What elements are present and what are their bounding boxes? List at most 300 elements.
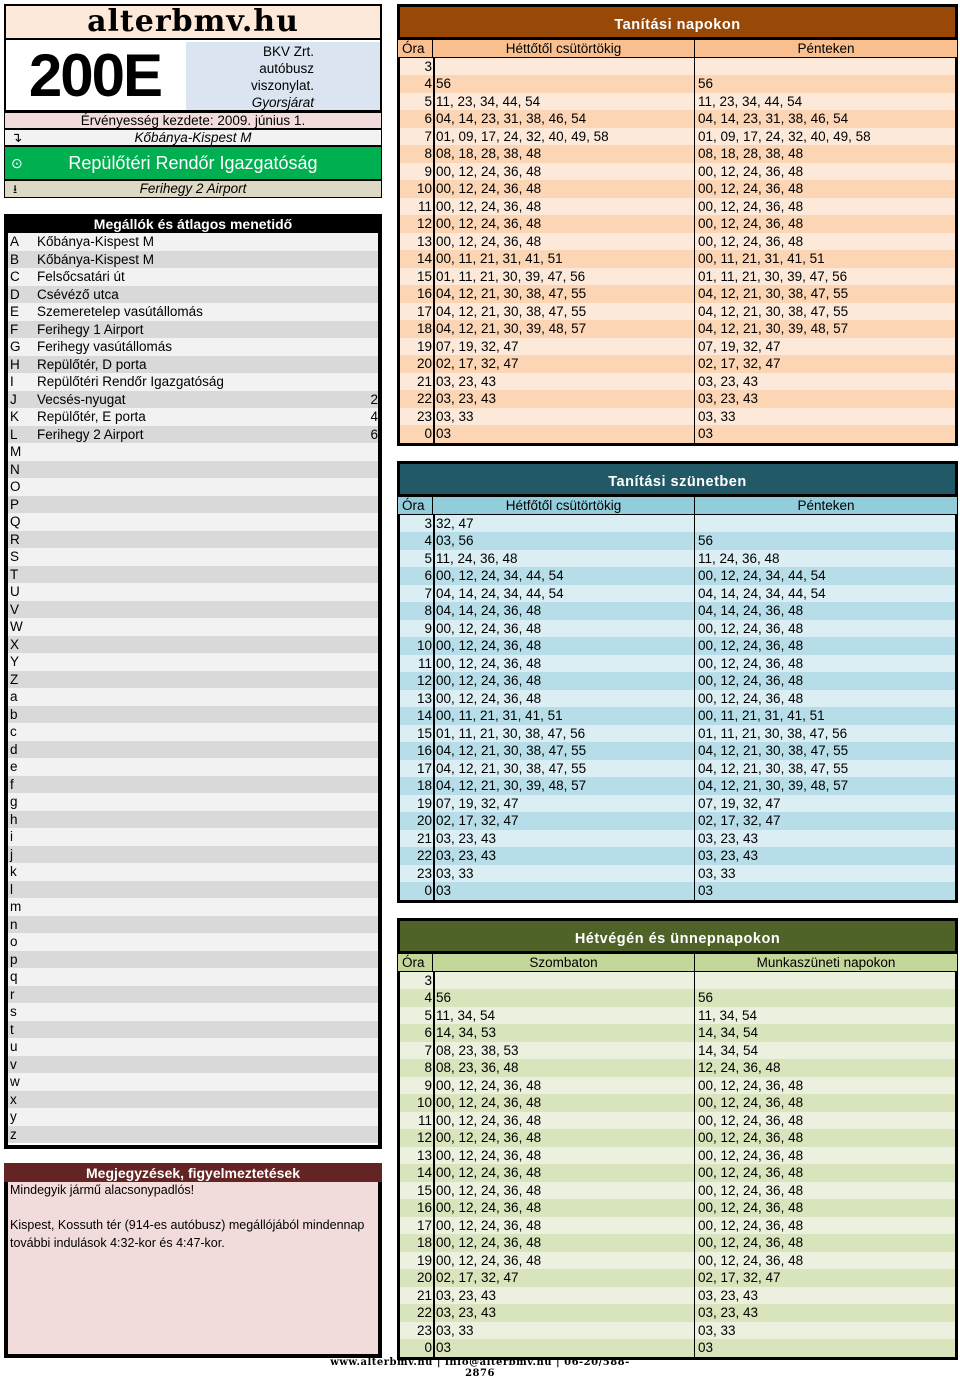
hour-cell: 7 xyxy=(424,128,432,144)
stop-code: S xyxy=(10,549,20,564)
stop-time xyxy=(348,1038,378,1056)
note-line: Mindegyik jármű alacsonypadlós! xyxy=(10,1183,195,1197)
column-header-row xyxy=(397,40,958,58)
stops-title: Megállók és átlagos menetidő xyxy=(4,214,382,233)
stop-row xyxy=(8,478,378,496)
stop-row xyxy=(8,916,378,934)
minutes-col2: 00, 12, 24, 36, 48 xyxy=(698,690,804,706)
stop-name xyxy=(37,1073,357,1091)
stop-name xyxy=(37,881,357,899)
minutes-col1: 03, 33 xyxy=(436,408,474,424)
minutes-col1: 08, 23, 36, 48 xyxy=(436,1060,519,1075)
hour-cell: 3 xyxy=(424,58,432,74)
school-days-title xyxy=(397,4,958,40)
target-icon: ⊙ xyxy=(11,155,23,171)
hour-row xyxy=(400,1182,955,1200)
stop-code: f xyxy=(10,776,14,792)
hour-cell: 12 xyxy=(416,216,432,231)
stop-row xyxy=(8,321,378,339)
minutes-col1: 00, 12, 24, 36, 48 xyxy=(436,1147,542,1163)
stop-row xyxy=(8,863,378,881)
minutes-col2: 03, 23, 43 xyxy=(698,373,759,389)
stop-row xyxy=(8,513,378,531)
stop-row xyxy=(8,653,378,671)
stop-code: B xyxy=(10,251,20,267)
minutes-col2: 00, 12, 24, 36, 48 xyxy=(698,673,804,688)
hour-cell: 21 xyxy=(416,830,432,846)
stop-name xyxy=(37,1126,357,1144)
stop-time xyxy=(348,636,378,654)
stop-code: u xyxy=(10,1039,18,1054)
stop-name xyxy=(37,478,357,496)
stop-code: v xyxy=(10,1056,17,1072)
stop-code: e xyxy=(10,759,18,774)
stop-code: j xyxy=(10,846,13,862)
hour-row xyxy=(400,585,955,603)
minutes-col1: 00, 11, 21, 31, 41, 51 xyxy=(436,708,563,723)
stop-name xyxy=(37,933,357,951)
col2-header: Pénteken xyxy=(694,40,957,58)
stop-time xyxy=(348,811,378,829)
stop-name xyxy=(37,723,357,741)
minutes-col2: 03, 23, 43 xyxy=(698,391,759,406)
hour-row xyxy=(400,268,955,286)
minutes-col1: 11, 23, 34, 44, 54 xyxy=(436,93,541,109)
minutes-col2: 03 xyxy=(698,1340,714,1355)
hour-cell: 11 xyxy=(417,1112,432,1128)
hour-cell: 14 xyxy=(416,251,432,266)
stop-name: Felsőcsatári út xyxy=(37,269,125,284)
hour-row xyxy=(400,865,955,883)
stop-name xyxy=(37,531,357,549)
minutes-col1: 08, 23, 38, 53 xyxy=(436,1042,519,1058)
stop-code: Z xyxy=(10,671,19,687)
hour-row xyxy=(400,812,955,830)
stop-code: y xyxy=(10,1109,17,1124)
stop-time xyxy=(348,968,378,986)
stop-name xyxy=(37,846,357,864)
hour-cell: 16 xyxy=(416,286,432,301)
stop-row xyxy=(8,1108,378,1126)
minutes-col2: 03 xyxy=(698,883,714,898)
hour-row xyxy=(400,1304,955,1322)
hour-cell: 20 xyxy=(416,1270,432,1285)
hour-cell: 5 xyxy=(424,550,432,566)
minutes-col1: 03, 33 xyxy=(436,1322,474,1338)
stop-row xyxy=(8,251,378,269)
hour-row xyxy=(400,1112,955,1130)
hour-row xyxy=(400,989,955,1007)
hour-cell: 20 xyxy=(416,356,432,371)
footer-contact: www.alterbmv.hu | info@alterbmv.hu | 06-20/588-2876 xyxy=(330,1357,630,1379)
minutes-col1: 03, 23, 43 xyxy=(436,391,497,406)
hour-cell: 21 xyxy=(416,1287,432,1303)
hour-row xyxy=(400,1217,955,1235)
hour-row xyxy=(400,1339,955,1357)
stop-name xyxy=(37,898,357,916)
stop-name xyxy=(37,636,357,654)
minutes-col2: 04, 14, 23, 31, 38, 46, 54 xyxy=(698,111,849,126)
stop-row xyxy=(8,601,378,619)
stop-code: q xyxy=(10,969,18,984)
stop-time xyxy=(348,741,378,759)
stop-name xyxy=(37,1091,357,1109)
minutes-col2: 03, 23, 43 xyxy=(698,1305,759,1320)
hour-row xyxy=(400,1007,955,1025)
stop-time xyxy=(348,251,378,269)
stop-row xyxy=(8,461,378,479)
hour-cell: 8 xyxy=(424,146,432,161)
hour-cell: 3 xyxy=(424,515,432,531)
stop-time xyxy=(348,478,378,496)
minutes-col2: 00, 12, 24, 36, 48 xyxy=(698,1217,804,1233)
stop-code: c xyxy=(10,724,17,739)
minutes-col2: 56 xyxy=(698,990,714,1005)
hour-row xyxy=(400,303,955,321)
stop-time xyxy=(348,566,378,584)
hour-cell: 23 xyxy=(416,1322,432,1338)
minutes-col1: 04, 12, 21, 30, 38, 47, 55 xyxy=(436,743,587,758)
stop-time xyxy=(348,321,378,339)
minutes-col2: 04, 12, 21, 30, 38, 47, 55 xyxy=(698,760,849,776)
school-days-table xyxy=(397,58,958,446)
hour-row xyxy=(400,672,955,690)
hour-row xyxy=(400,1024,955,1042)
stop-code: W xyxy=(10,619,23,634)
minutes-col1: 00, 12, 24, 36, 48 xyxy=(436,1200,542,1215)
minutes-col2: 04, 12, 21, 30, 38, 47, 55 xyxy=(698,303,849,319)
stop-time xyxy=(348,303,378,321)
minutes-col2: 14, 34, 54 xyxy=(698,1042,759,1058)
hour-cell: 5 xyxy=(424,93,432,109)
hour-cell: 5 xyxy=(424,1007,432,1023)
stop-name: Csévéző utca xyxy=(37,286,119,302)
hour-row xyxy=(400,285,955,303)
stop-row xyxy=(8,496,378,514)
minutes-col1: 00, 12, 24, 36, 48 xyxy=(436,1077,542,1093)
stop-name xyxy=(37,548,357,566)
stop-code: p xyxy=(10,951,18,967)
stop-name xyxy=(37,1108,357,1126)
stop-time xyxy=(348,1003,378,1021)
hour-row xyxy=(400,1147,955,1165)
stop-time xyxy=(348,583,378,601)
stop-row xyxy=(8,233,378,251)
stops-list xyxy=(4,233,382,1149)
minutes-col1: 02, 17, 32, 47 xyxy=(436,813,519,828)
stop-row xyxy=(8,688,378,706)
route-via-row xyxy=(4,146,382,180)
notes-title: Megjegyzések, figyelmeztetések xyxy=(4,1163,382,1182)
minutes-col2: 00, 11, 21, 31, 41, 51 xyxy=(698,251,825,266)
hour-cell: 17 xyxy=(416,760,432,776)
hour-header: Óra xyxy=(402,955,425,970)
stop-row xyxy=(8,408,378,426)
line-info xyxy=(186,42,380,110)
operator: BKV Zrt. xyxy=(262,44,314,59)
hour-header: Óra xyxy=(402,498,425,513)
turn-icon: ↴ xyxy=(11,130,23,145)
stop-code: o xyxy=(10,934,18,949)
hour-row xyxy=(400,972,955,990)
stop-time xyxy=(348,1021,378,1039)
minutes-col1: 56 xyxy=(436,76,452,91)
stop-row xyxy=(8,986,378,1004)
minutes-col1: 02, 17, 32, 47 xyxy=(436,356,519,371)
stop-code: x xyxy=(10,1091,17,1107)
hour-cell: 10 xyxy=(416,181,432,196)
hour-cell: 15 xyxy=(416,268,432,284)
stop-code: Y xyxy=(10,654,20,669)
minutes-col2: 00, 12, 24, 36, 48 xyxy=(698,181,804,196)
stop-code: C xyxy=(10,269,20,284)
stop-code: h xyxy=(10,811,18,827)
minutes-col2: 14, 34, 54 xyxy=(698,1025,759,1040)
hour-row xyxy=(400,180,955,198)
stop-time xyxy=(348,723,378,741)
stop-row xyxy=(8,741,378,759)
stop-time xyxy=(348,233,378,251)
stop-code: N xyxy=(10,461,20,477)
minutes-col1: 03, 33 xyxy=(436,865,474,881)
minutes-col2: 00, 12, 24, 36, 48 xyxy=(698,638,804,653)
hour-row xyxy=(400,637,955,655)
stop-time xyxy=(348,671,378,689)
hour-cell: 18 xyxy=(416,321,432,336)
hour-row xyxy=(400,550,955,568)
hour-cell: 22 xyxy=(416,391,432,406)
stop-code: D xyxy=(10,286,20,302)
hour-cell: 14 xyxy=(416,1165,432,1180)
minutes-col2: 00, 12, 24, 36, 48 xyxy=(698,1165,804,1180)
stop-time xyxy=(348,356,378,374)
stop-time xyxy=(348,531,378,549)
hour-row xyxy=(400,777,955,795)
stop-name xyxy=(37,583,357,601)
minutes-col1: 03, 23, 43 xyxy=(436,848,497,863)
stop-name: Ferihegy vasútállomás xyxy=(37,339,173,354)
minutes-col1: 00, 12, 24, 36, 48 xyxy=(436,233,542,249)
hour-row xyxy=(400,75,955,93)
stop-row xyxy=(8,776,378,794)
stop-row xyxy=(8,1038,378,1056)
hour-cell: 22 xyxy=(416,1305,432,1320)
minutes-col2: 04, 14, 24, 34, 44, 54 xyxy=(698,585,826,601)
stop-time xyxy=(348,1056,378,1074)
stop-time xyxy=(348,653,378,671)
hour-row xyxy=(400,1042,955,1060)
column-header-row xyxy=(397,497,958,515)
stop-time xyxy=(348,898,378,916)
stop-row xyxy=(8,1126,378,1144)
hour-cell: 16 xyxy=(416,1200,432,1215)
stop-code: T xyxy=(10,566,19,582)
col2-header: Pénteken xyxy=(694,497,957,515)
hour-row xyxy=(400,320,955,338)
stop-time xyxy=(348,513,378,531)
col1-header: Hétfőtől csütörtökig xyxy=(432,497,694,515)
stop-time: 2 xyxy=(370,391,378,407)
stop-time xyxy=(348,443,378,461)
minutes-col1: 00, 12, 24, 36, 48 xyxy=(436,163,542,179)
stop-row xyxy=(8,1056,378,1074)
hour-cell: 23 xyxy=(416,408,432,424)
hour-cell: 21 xyxy=(416,373,432,389)
hour-row xyxy=(400,830,955,848)
stop-row xyxy=(8,898,378,916)
hour-cell: 13 xyxy=(416,690,432,706)
minutes-col1: 04, 14, 23, 31, 38, 46, 54 xyxy=(436,111,587,126)
hour-row xyxy=(400,742,955,760)
minutes-col1: 00, 12, 24, 36, 48 xyxy=(436,1252,542,1268)
stop-time xyxy=(348,268,378,286)
minutes-col2: 01, 11, 21, 30, 38, 47, 56 xyxy=(698,725,848,741)
stop-time xyxy=(348,793,378,811)
minutes-col1 xyxy=(436,972,694,990)
hour-cell: 23 xyxy=(416,865,432,881)
minutes-col1: 04, 14, 24, 34, 44, 54 xyxy=(436,585,564,601)
minutes-col2: 00, 12, 24, 36, 48 xyxy=(698,1182,804,1198)
hour-cell: 15 xyxy=(416,1182,432,1198)
stop-row xyxy=(8,583,378,601)
minutes-col2: 11, 34, 54 xyxy=(698,1007,758,1023)
hour-cell: 10 xyxy=(416,638,432,653)
minutes-col2: 00, 12, 24, 36, 48 xyxy=(698,655,804,671)
section-title: Tanítási napokon xyxy=(614,17,741,33)
hour-cell: 15 xyxy=(416,725,432,741)
minutes-col2: 03, 33 xyxy=(698,865,736,881)
stop-name xyxy=(37,496,357,514)
minutes-col1: 03 xyxy=(436,883,452,898)
hour-cell: 19 xyxy=(416,795,432,811)
stop-row xyxy=(8,636,378,654)
minutes-col1: 00, 12, 24, 36, 48 xyxy=(436,1182,542,1198)
stop-time xyxy=(348,496,378,514)
hour-row xyxy=(400,1322,955,1340)
hour-cell: 17 xyxy=(416,303,432,319)
minutes-col2: 04, 12, 21, 30, 39, 48, 57 xyxy=(698,321,849,336)
hour-cell: 17 xyxy=(416,1217,432,1233)
minutes-col2 xyxy=(698,972,955,990)
minutes-col1 xyxy=(436,58,694,76)
hour-row xyxy=(400,163,955,181)
minutes-col1: 02, 17, 32, 47 xyxy=(436,1270,519,1285)
minutes-col1: 00, 12, 24, 34, 44, 54 xyxy=(436,568,564,583)
stop-name xyxy=(37,1003,357,1021)
stop-name: Ferihegy 2 Airport xyxy=(37,426,144,442)
stop-time xyxy=(348,618,378,636)
minutes-col2: 00, 12, 24, 36, 48 xyxy=(698,620,804,636)
stop-name: Vecsés-nyugat xyxy=(37,391,126,407)
minutes-col2: 02, 17, 32, 47 xyxy=(698,356,781,371)
stop-row xyxy=(8,758,378,776)
stop-code: X xyxy=(10,636,20,652)
hour-row xyxy=(400,707,955,725)
minutes-col2: 12, 24, 36, 48 xyxy=(698,1060,781,1075)
stop-name xyxy=(37,1038,357,1056)
stop-row xyxy=(8,356,378,374)
hour-cell: 11 xyxy=(417,655,432,671)
stop-row xyxy=(8,671,378,689)
stop-time xyxy=(348,373,378,391)
hour-row xyxy=(400,1269,955,1287)
minutes-col2: 00, 12, 24, 36, 48 xyxy=(698,1095,804,1110)
hour-row xyxy=(400,795,955,813)
hour-cell: 9 xyxy=(424,1077,432,1093)
stop-name: Repülőtér, D porta xyxy=(37,356,147,372)
minutes-col1: 00, 12, 24, 36, 48 xyxy=(436,181,542,196)
hour-cell: 13 xyxy=(416,233,432,249)
minutes-col1: 00, 12, 24, 36, 48 xyxy=(436,655,542,671)
minutes-col2: 00, 12, 24, 36, 48 xyxy=(698,163,804,179)
stop-name xyxy=(37,706,357,724)
minutes-col1: 03, 23, 43 xyxy=(436,373,497,389)
stop-name xyxy=(37,461,357,479)
stop-row xyxy=(8,933,378,951)
stop-name: Szemeretelep vasútállomás xyxy=(37,304,203,319)
minutes-col1: 00, 12, 24, 36, 48 xyxy=(436,1112,542,1128)
hour-cell: 3 xyxy=(424,972,432,988)
minutes-col2: 00, 12, 24, 36, 48 xyxy=(698,1077,804,1093)
stop-code: s xyxy=(10,1004,17,1019)
stop-name xyxy=(37,601,357,619)
stop-name xyxy=(37,916,357,934)
hour-cell: 8 xyxy=(424,1060,432,1075)
service-type: viszonylat. xyxy=(250,78,314,93)
stop-code: A xyxy=(10,234,20,249)
stop-code: g xyxy=(10,794,18,809)
stop-row xyxy=(8,268,378,286)
line-kind: Gyorsjárat xyxy=(251,95,314,110)
hour-row xyxy=(400,128,955,146)
minutes-col2: 03, 33 xyxy=(698,408,736,424)
minutes-col2: 03, 33 xyxy=(698,1322,736,1338)
stop-name xyxy=(37,758,357,776)
stop-time xyxy=(348,986,378,1004)
hour-row xyxy=(400,1094,955,1112)
stop-code: a xyxy=(10,689,18,704)
minutes-col2: 00, 12, 24, 36, 48 xyxy=(698,233,804,249)
minutes-col1: 01, 09, 17, 24, 32, 40, 49, 58 xyxy=(436,128,609,144)
stop-name: Ferihegy 1 Airport xyxy=(37,321,144,337)
school-holiday-title xyxy=(397,461,958,497)
school-holiday-table xyxy=(397,515,958,903)
hour-cell: 7 xyxy=(424,585,432,601)
stop-name xyxy=(37,1021,357,1039)
minutes-col2: 03, 23, 43 xyxy=(698,848,759,863)
hour-row xyxy=(400,532,955,550)
stop-code: d xyxy=(10,741,18,757)
hour-row xyxy=(400,1129,955,1147)
hour-row xyxy=(400,233,955,251)
hour-row xyxy=(400,655,955,673)
stop-name xyxy=(37,688,357,706)
stop-name xyxy=(37,566,357,584)
route-from: Kőbánya-Kispest M xyxy=(134,130,252,145)
minutes-col2: 11, 23, 34, 44, 54 xyxy=(698,93,803,109)
hour-cell: 4 xyxy=(424,533,432,548)
stop-code: z xyxy=(10,1126,17,1142)
stop-code: Q xyxy=(10,514,21,529)
stop-row xyxy=(8,391,378,409)
hour-row xyxy=(400,373,955,391)
stop-code: R xyxy=(10,531,20,547)
hour-cell: 11 xyxy=(417,198,432,214)
hour-row xyxy=(400,110,955,128)
section-title: Hétvégén és ünnepnapokon xyxy=(574,931,781,947)
stop-code: b xyxy=(10,706,18,722)
stop-time xyxy=(348,706,378,724)
